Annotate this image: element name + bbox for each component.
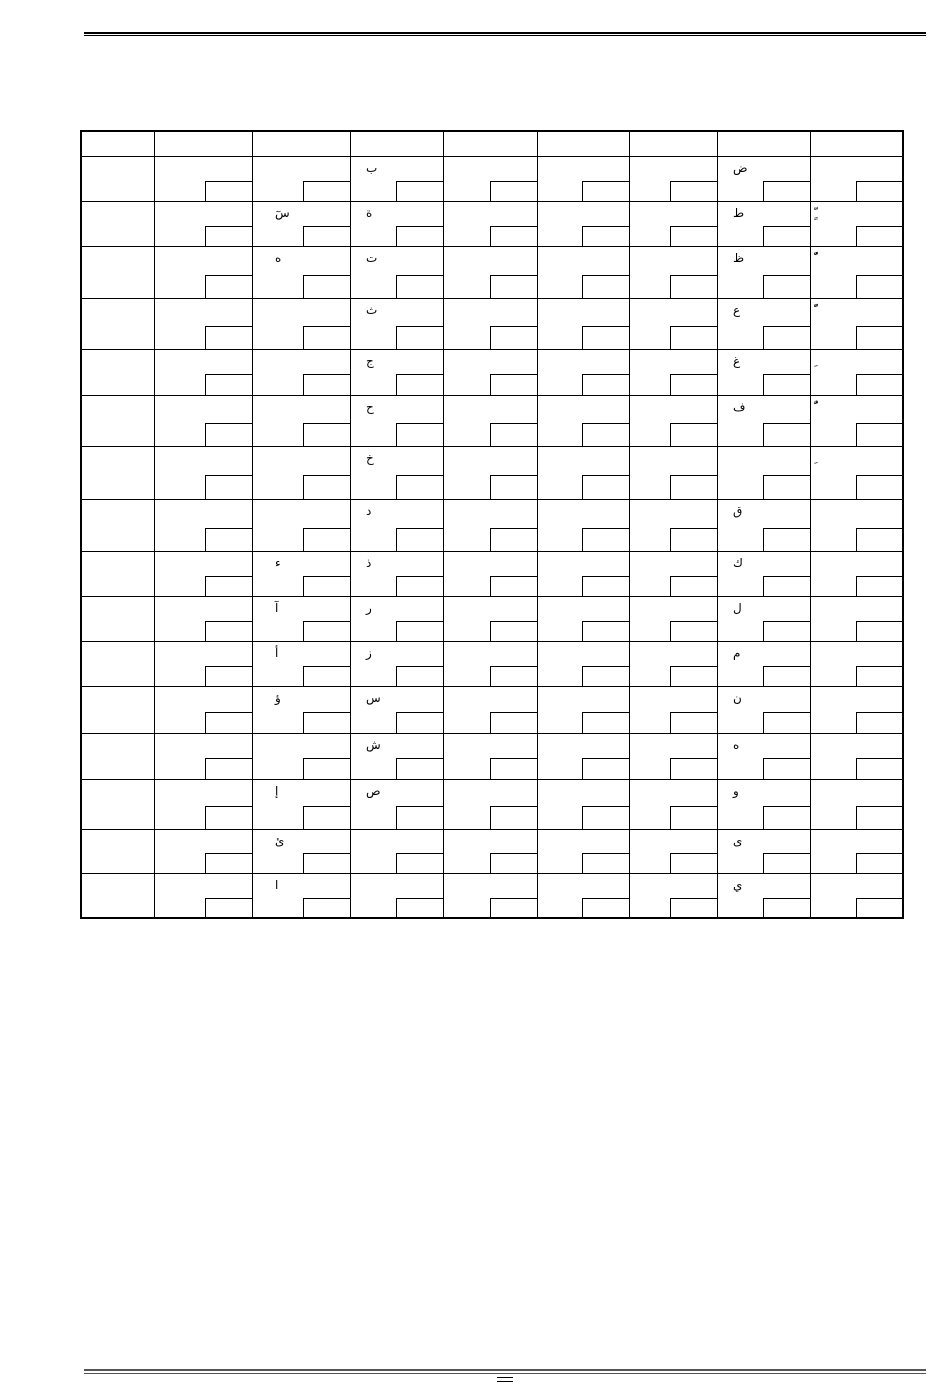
- character-glyph: ي: [733, 878, 743, 892]
- code-entry-box: [396, 576, 443, 596]
- code-entry-box: [582, 326, 629, 349]
- header-cell: [82, 132, 155, 157]
- code-entry-box: [670, 853, 717, 873]
- code-entry-box: [303, 758, 350, 779]
- character-glyph: ؤ: [275, 691, 281, 705]
- code-entry-box: [856, 181, 903, 201]
- row-divider: [82, 298, 902, 299]
- column-divider: [350, 132, 351, 917]
- code-entry-box: [856, 853, 903, 873]
- character-glyph: ك: [733, 556, 743, 570]
- code-entry-box: [582, 475, 629, 499]
- code-entry-box: [582, 528, 629, 551]
- code-entry-box: [763, 806, 810, 829]
- code-entry-box: [205, 576, 252, 596]
- code-entry-box: [856, 806, 903, 829]
- code-entry-box: [303, 576, 350, 596]
- character-glyph: ظ: [733, 251, 745, 265]
- character-glyph: ى: [733, 834, 743, 848]
- code-entry-box: [396, 475, 443, 499]
- code-entry-box: [763, 374, 810, 395]
- character-glyph: و: [733, 784, 739, 798]
- code-entry-box: [582, 758, 629, 779]
- code-entry-box: [856, 898, 903, 918]
- row-divider: [82, 829, 902, 830]
- code-entry-box: [763, 226, 810, 246]
- character-glyph: آ: [275, 601, 279, 615]
- code-entry-box: [582, 621, 629, 641]
- code-entry-box: [670, 712, 717, 733]
- code-entry-box: [205, 528, 252, 551]
- code-entry-box: [763, 275, 810, 298]
- code-entry-box: [670, 528, 717, 551]
- code-entry-box: [856, 423, 903, 446]
- column-divider: [252, 132, 253, 917]
- row-divider: [82, 596, 902, 597]
- code-entry-box: [763, 576, 810, 596]
- column-divider: [154, 132, 155, 917]
- code-entry-box: [490, 326, 537, 349]
- code-entry-box: [763, 712, 810, 733]
- character-glyph: م: [733, 646, 741, 660]
- character-glyph: ش: [366, 738, 381, 752]
- character-glyph: ق: [733, 504, 743, 518]
- code-entry-box: [856, 374, 903, 395]
- header-cell: [811, 132, 904, 157]
- code-entry-box: [856, 712, 903, 733]
- code-entry-box: [763, 898, 810, 918]
- code-entry-box: [303, 326, 350, 349]
- code-entry-box: [763, 758, 810, 779]
- code-entry-box: [670, 758, 717, 779]
- character-glyph: ه: [275, 251, 282, 265]
- character-glyph: ع: [733, 303, 741, 317]
- row-divider: [82, 641, 902, 642]
- code-entry-box: [396, 853, 443, 873]
- code-entry-box: [303, 666, 350, 686]
- code-entry-box: [205, 621, 252, 641]
- character-glyph: ض: [733, 161, 748, 175]
- code-entry-box: [396, 181, 443, 201]
- column-divider: [537, 132, 538, 917]
- column-divider: [629, 132, 630, 917]
- page-number-mark: [497, 1377, 513, 1382]
- code-entry-box: [303, 898, 350, 918]
- code-entry-box: [582, 576, 629, 596]
- header-cell: [444, 132, 538, 157]
- code-entry-box: [396, 423, 443, 446]
- code-entry-box: [396, 666, 443, 686]
- code-entry-box: [396, 758, 443, 779]
- character-glyph: ئ: [275, 834, 285, 848]
- code-entry-box: [490, 475, 537, 499]
- character-glyph: ه: [733, 738, 740, 752]
- code-entry-box: [205, 374, 252, 395]
- character-glyph: ج: [366, 354, 374, 368]
- code-entry-box: [490, 666, 537, 686]
- code-entry-box: [670, 666, 717, 686]
- header-cell: [253, 132, 351, 157]
- code-entry-box: [670, 621, 717, 641]
- code-entry-box: [396, 528, 443, 551]
- row-divider: [82, 201, 902, 202]
- code-entry-box: [582, 853, 629, 873]
- code-entry-box: [303, 528, 350, 551]
- header-cell: [630, 132, 718, 157]
- row-divider: [82, 395, 902, 396]
- character-glyph: سٓ: [275, 206, 290, 220]
- row-divider: [82, 499, 902, 500]
- code-entry-box: [490, 806, 537, 829]
- code-entry-box: [396, 712, 443, 733]
- code-entry-box: [303, 621, 350, 641]
- code-entry-box: [490, 853, 537, 873]
- code-entry-box: [582, 374, 629, 395]
- row-divider: [82, 246, 902, 247]
- row-divider: [82, 446, 902, 447]
- code-entry-box: [396, 621, 443, 641]
- code-entry-box: [490, 898, 537, 918]
- code-entry-box: [490, 712, 537, 733]
- character-glyph: ص: [366, 784, 381, 798]
- character-glyph: ث: [366, 303, 378, 317]
- code-entry-box: [490, 181, 537, 201]
- code-entry-box: [856, 621, 903, 641]
- character-glyph: ب: [366, 161, 378, 175]
- footer-rule: [84, 1369, 926, 1374]
- code-entry-box: [490, 621, 537, 641]
- code-entry-box: [303, 423, 350, 446]
- code-entry-box: [856, 576, 903, 596]
- code-entry-box: [303, 374, 350, 395]
- code-entry-box: [856, 475, 903, 499]
- character-glyph: ح: [366, 400, 374, 414]
- code-entry-box: [396, 226, 443, 246]
- header-cell: [351, 132, 444, 157]
- code-entry-box: [763, 666, 810, 686]
- code-entry-box: [303, 181, 350, 201]
- code-entry-box: [205, 666, 252, 686]
- row-divider: [82, 733, 902, 734]
- code-entry-box: [670, 898, 717, 918]
- code-entry-box: [763, 528, 810, 551]
- code-entry-box: [205, 181, 252, 201]
- code-entry-box: [205, 423, 252, 446]
- code-entry-box: [303, 806, 350, 829]
- code-entry-box: [303, 475, 350, 499]
- character-glyph: غ: [733, 354, 741, 368]
- code-entry-box: [582, 712, 629, 733]
- code-entry-box: [205, 806, 252, 829]
- code-entry-box: [303, 853, 350, 873]
- code-entry-box: [670, 806, 717, 829]
- character-glyph: ر: [366, 601, 372, 615]
- code-entry-box: [205, 853, 252, 873]
- code-entry-box: [205, 898, 252, 918]
- character-glyph: خ: [366, 451, 374, 465]
- code-entry-box: [303, 712, 350, 733]
- code-entry-box: [490, 226, 537, 246]
- code-entry-box: [670, 374, 717, 395]
- code-entry-box: [856, 666, 903, 686]
- code-entry-box: [670, 576, 717, 596]
- code-entry-box: [582, 806, 629, 829]
- code-entry-box: [856, 226, 903, 246]
- code-entry-box: [582, 275, 629, 298]
- character-glyph: ز: [366, 646, 372, 660]
- code-entry-box: [670, 181, 717, 201]
- code-entry-box: [490, 275, 537, 298]
- code-entry-box: [582, 181, 629, 201]
- code-entry-box: [582, 898, 629, 918]
- character-code-table: [80, 130, 904, 919]
- character-glyph: ن: [733, 691, 742, 705]
- code-entry-box: [856, 528, 903, 551]
- code-entry-box: [856, 275, 903, 298]
- character-glyph: أ: [275, 646, 279, 660]
- code-entry-box: [763, 326, 810, 349]
- header-cell: [155, 132, 253, 157]
- code-entry-box: [670, 475, 717, 499]
- character-glyph: ت: [366, 251, 378, 265]
- code-entry-box: [670, 275, 717, 298]
- code-entry-box: [396, 326, 443, 349]
- code-entry-box: [670, 226, 717, 246]
- code-entry-box: [763, 475, 810, 499]
- column-divider: [717, 132, 718, 917]
- code-entry-box: [205, 475, 252, 499]
- code-entry-box: [396, 898, 443, 918]
- code-entry-box: [205, 226, 252, 246]
- code-entry-box: [490, 423, 537, 446]
- code-entry-box: [670, 423, 717, 446]
- header-cell: [538, 132, 630, 157]
- code-entry-box: [763, 423, 810, 446]
- code-entry-box: [856, 758, 903, 779]
- column-divider: [443, 132, 444, 917]
- code-entry-box: [582, 666, 629, 686]
- row-divider: [82, 551, 902, 552]
- code-entry-box: [205, 275, 252, 298]
- row-divider: [82, 873, 902, 874]
- character-glyph: ل: [733, 601, 742, 615]
- code-entry-box: [763, 181, 810, 201]
- header-rule: [84, 32, 926, 36]
- code-entry-box: [490, 528, 537, 551]
- character-glyph: ا: [275, 878, 279, 892]
- code-entry-box: [205, 758, 252, 779]
- code-entry-box: [490, 374, 537, 395]
- character-glyph: ذ: [366, 556, 372, 570]
- code-entry-box: [490, 576, 537, 596]
- code-entry-box: [490, 758, 537, 779]
- code-entry-box: [856, 326, 903, 349]
- row-divider: [82, 349, 902, 350]
- code-entry-box: [205, 326, 252, 349]
- code-entry-box: [396, 275, 443, 298]
- code-entry-box: [582, 423, 629, 446]
- code-entry-box: [303, 275, 350, 298]
- character-glyph: ف: [733, 400, 746, 414]
- code-entry-box: [763, 853, 810, 873]
- code-entry-box: [205, 712, 252, 733]
- character-glyph: د: [366, 504, 372, 518]
- code-entry-box: [670, 326, 717, 349]
- character-glyph: ء: [275, 556, 281, 570]
- column-divider: [810, 132, 811, 917]
- row-divider: [82, 686, 902, 687]
- code-entry-box: [582, 226, 629, 246]
- code-entry-box: [303, 226, 350, 246]
- code-entry-box: [396, 374, 443, 395]
- character-glyph: ة: [366, 206, 373, 220]
- code-entry-box: [396, 806, 443, 829]
- code-entry-box: [763, 621, 810, 641]
- character-glyph: س: [366, 691, 381, 705]
- row-divider: [82, 779, 902, 780]
- character-glyph: ط: [733, 206, 745, 220]
- header-cell: [718, 132, 811, 157]
- character-glyph: إ: [275, 784, 279, 798]
